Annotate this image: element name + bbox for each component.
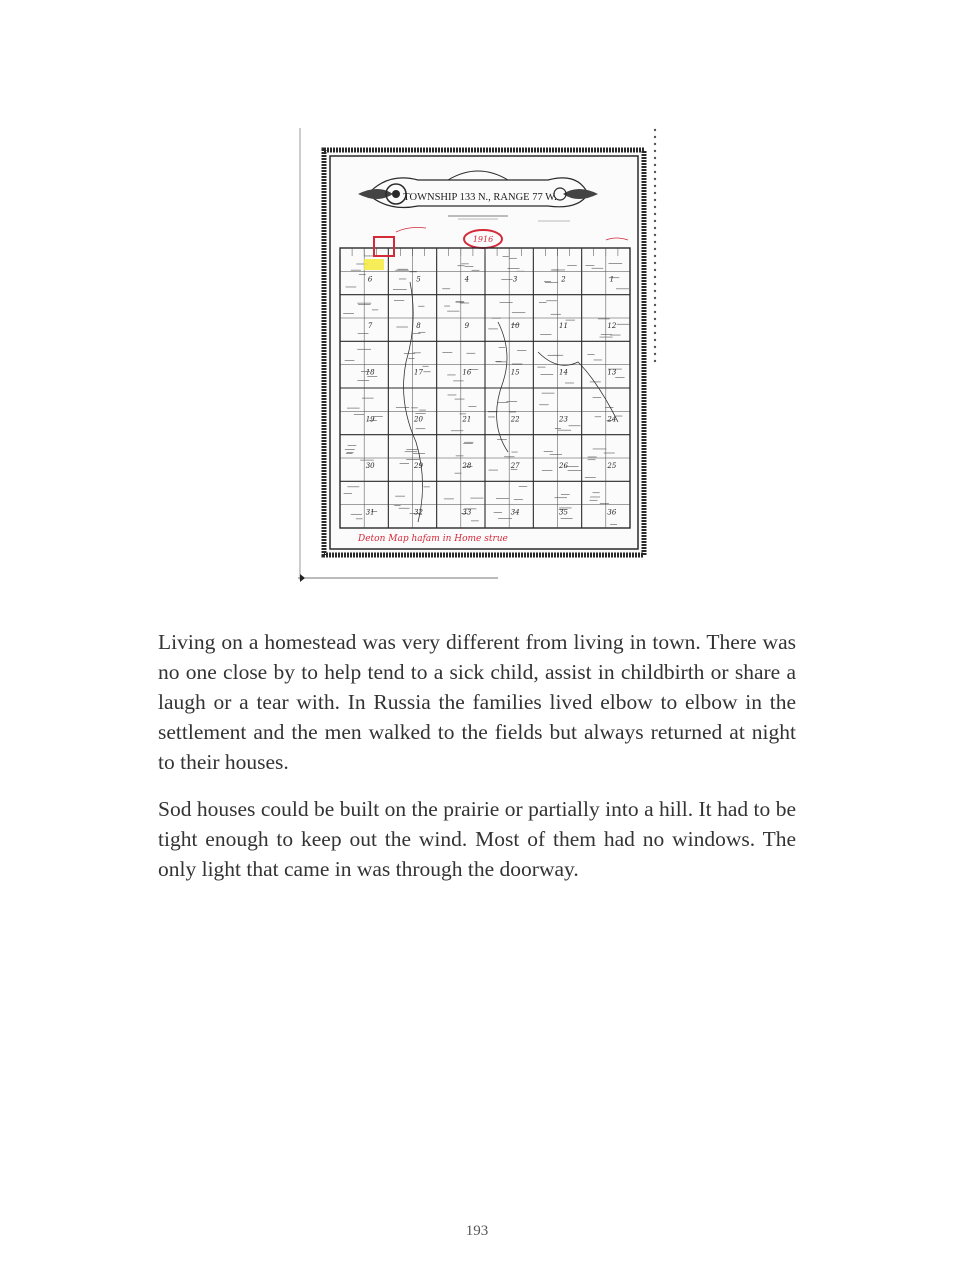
section-number: 25	[607, 462, 617, 470]
handwritten-year: 1916	[472, 235, 494, 244]
section-number: 16	[462, 368, 472, 377]
section-number: 34	[510, 508, 520, 517]
paragraph-2-text: Sod houses could be built on the prairie or partially into a hill. It had to be tight enough to keep out the wind. Most of them had no windows. The only light that came in was through the doorway.	[158, 797, 796, 881]
section-number: 14	[559, 368, 568, 377]
paragraph-homestead	[158, 627, 796, 777]
section-number: 28	[462, 462, 472, 470]
section-number: 11	[559, 322, 568, 330]
section-number: 32	[414, 508, 423, 517]
township-map-figure	[298, 122, 658, 584]
section-number: 26	[559, 462, 568, 470]
section-number: 17	[414, 368, 423, 377]
section-number: 15	[510, 368, 520, 377]
section-number: 3	[512, 275, 518, 284]
section-number: 19	[365, 415, 375, 424]
handwritten-caption: Deton Map hafam in Home strue	[358, 534, 508, 544]
section-number: 23	[559, 415, 568, 424]
section-number: 30	[365, 462, 375, 470]
section-number: 1	[609, 275, 615, 284]
township-map-scan	[298, 122, 658, 584]
section-number: 21	[462, 415, 472, 424]
section-number: 2	[561, 275, 566, 284]
paragraph-sod-houses	[158, 794, 796, 884]
section-number: 9	[464, 322, 470, 330]
section-number: 20	[414, 415, 423, 424]
section-number: 6	[367, 275, 373, 284]
highlighted-parcel	[364, 259, 384, 270]
section-number: 12	[607, 322, 617, 330]
section-number: 27	[510, 462, 520, 470]
section-number: 4	[464, 275, 470, 284]
section-number: 22	[510, 415, 520, 424]
section-number: 18	[365, 368, 375, 377]
section-number: 35	[559, 508, 568, 517]
section-number: 24	[607, 415, 617, 424]
section-number: 31	[365, 508, 375, 517]
section-number: 10	[510, 322, 520, 330]
section-number: 29	[414, 462, 423, 470]
section-number: 36	[607, 508, 617, 517]
section-number: 7	[367, 322, 373, 330]
section-number: 8	[416, 322, 421, 330]
paragraph-1-text: Living on a homestead was very different from living in town. There was no one close by to help tend to a sick child, assist in childbirth or share a laugh or a tear with. In Russia the families lived elbow to elbow in the settlement and the men walked to the fields but always returned at night to their houses.	[158, 630, 796, 774]
section-number: 13	[607, 368, 617, 377]
section-number: 33	[462, 508, 472, 517]
page-number: 193	[465, 1223, 489, 1239]
map-title: TOWNSHIP 133 N., RANGE 77 W.	[403, 192, 557, 203]
section-number: 5	[416, 275, 421, 284]
